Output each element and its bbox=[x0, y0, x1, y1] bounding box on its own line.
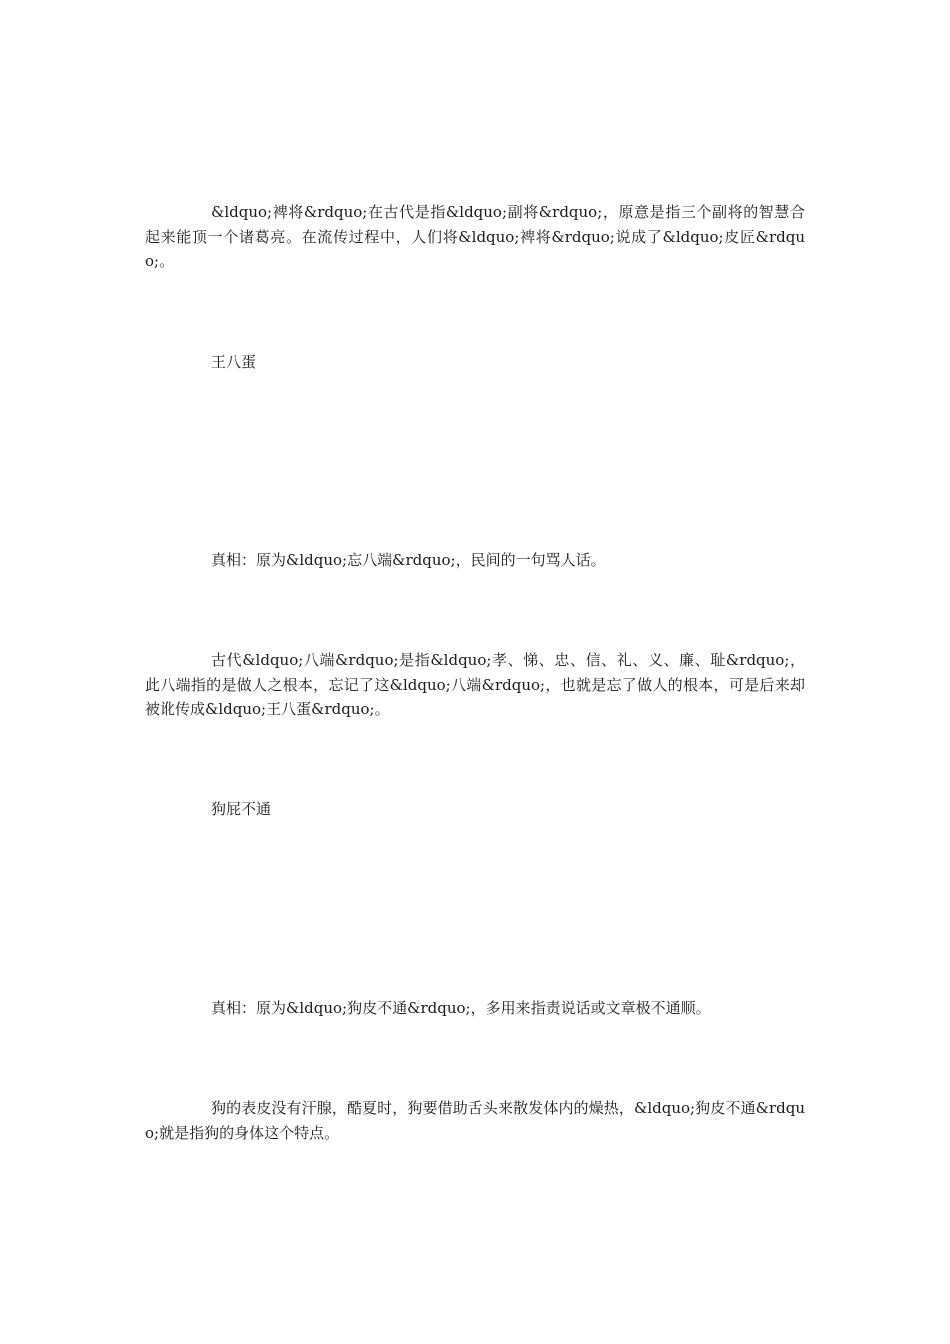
heading-goupibutong: 狗屁不通 bbox=[211, 800, 272, 818]
paragraph-pijiang: &ldquo;裨将&rdquo;在古代是指&ldquo;副将&rdquo;，原意是指三个副将的智慧合起来能顶一个诸葛亮。在流传过程中，人们将&ldquo;裨将&rdquo;说成了&ldquo;皮匠&rdquo;。 bbox=[145, 203, 805, 270]
paragraph-goupi-explanation: 狗的表皮没有汗腺，酷夏时，狗要借助舌头来散发体内的燥热，&ldquo;狗皮不通&rdquo;就是指狗的身体这个特点。 bbox=[145, 1099, 805, 1142]
paragraph-badaun-explanation: 古代&ldquo;八端&rdquo;是指&ldquo;孝、悌、忠、信、礼、义、廉、耻&rdquo;，此八端指的是做人之根本，忘记了这&ldquo;八端&rdquo;，也就是忘了做人的根本，可是后来却被讹传成&ldquo;王八蛋&rdquo;。 bbox=[145, 651, 805, 718]
paragraph-wangbadan-truth: 真相：原为&ldquo;忘八端&rdquo;，民间的一句骂人话。 bbox=[211, 551, 606, 569]
heading-wangbadan: 王八蛋 bbox=[211, 353, 257, 371]
paragraph-goupibutong-truth: 真相：原为&ldquo;狗皮不通&rdquo;，多用来指责说话或文章极不通顺。 bbox=[211, 999, 711, 1017]
